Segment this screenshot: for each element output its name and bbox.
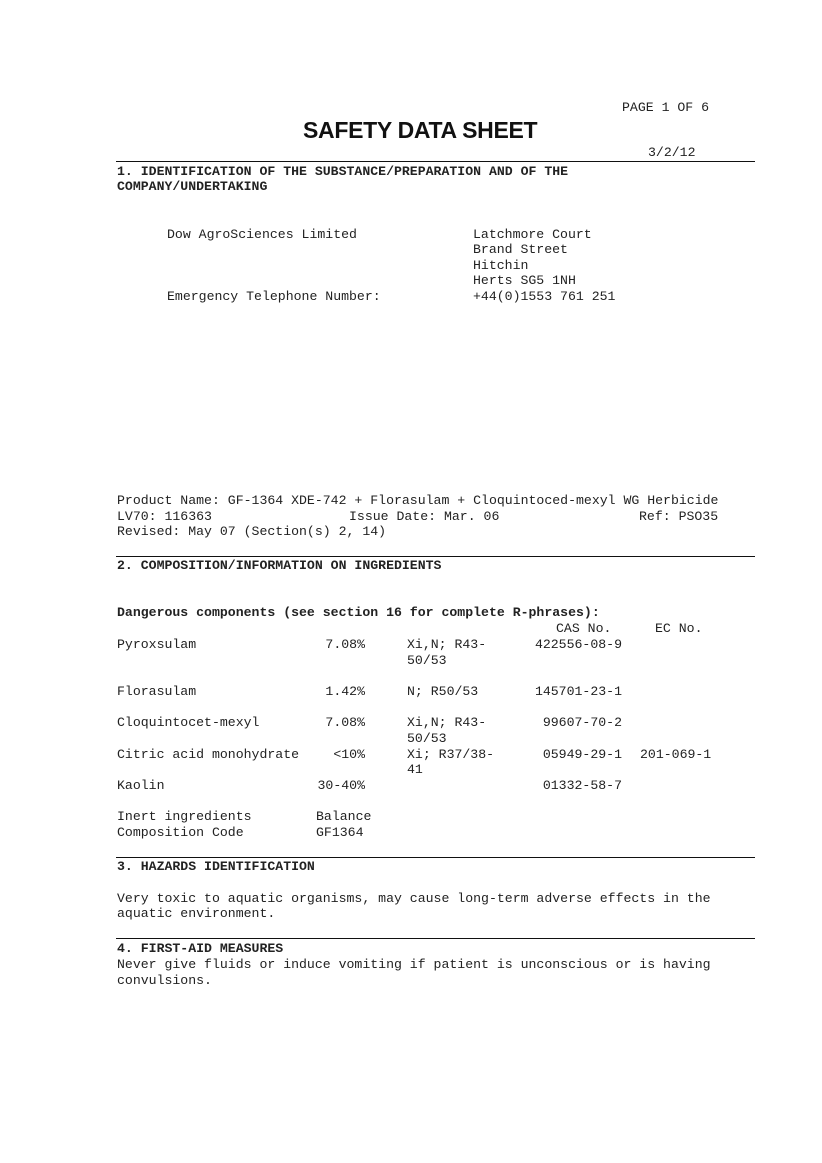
ingredient-cas: 05949-29-1: [542, 747, 622, 762]
address-line: Hitchin: [473, 258, 529, 273]
section-divider: [116, 938, 755, 939]
issue-date: Issue Date: Mar. 06: [349, 509, 500, 524]
components-subheading: Dangerous components (see section 16 for complete R-phrases):: [117, 605, 600, 620]
ingredient-percent: 30-40%: [317, 778, 365, 793]
section-divider: [116, 556, 755, 557]
ingredient-cas: 422556-08-9: [534, 637, 622, 652]
ingredient-percent: 7.08%: [325, 637, 365, 652]
address-line: Latchmore Court: [473, 227, 592, 242]
cas-column-header: CAS No.: [556, 621, 612, 636]
ingredient-percent: 1.42%: [325, 684, 365, 699]
company-name: Dow AgroSciences Limited: [167, 227, 357, 242]
revised-info: Revised: May 07 (Section(s) 2, 14): [117, 524, 387, 539]
lv70-code: LV70: 116363: [117, 509, 212, 524]
ingredient-name: Cloquintocet-mexyl: [117, 715, 260, 730]
section-divider: [116, 857, 755, 858]
ingredient-cas: 01332-58-7: [542, 778, 622, 793]
ingredient-cas: 99607-70-2: [542, 715, 622, 730]
inert-label: Inert ingredients: [117, 809, 252, 824]
ingredient-classification-cont: 50/53: [407, 653, 447, 668]
ingredient-ec: 201-069-1: [640, 747, 712, 762]
emergency-number: +44(0)1553 761 251: [473, 289, 616, 304]
product-name: Product Name: GF-1364 XDE-742 + Florasulam + Cloquintoced-mexyl WG Herbicide: [117, 493, 719, 508]
ingredient-classification: Xi,N; R43-: [407, 715, 487, 730]
composition-code-label: Composition Code: [117, 825, 244, 840]
ingredient-name: Pyroxsulam: [117, 637, 197, 652]
address-line: Herts SG5 1NH: [473, 273, 576, 288]
document-date: 3/2/12: [648, 145, 696, 160]
section1-heading-line2: COMPANY/UNDERTAKING: [117, 179, 268, 194]
section-divider: [116, 161, 755, 162]
section2-heading: 2. COMPOSITION/INFORMATION ON INGREDIENTS: [117, 558, 442, 573]
ec-column-header: EC No.: [655, 621, 703, 636]
composition-code-value: GF1364: [316, 825, 364, 840]
section4-heading: 4. FIRST-AID MEASURES: [117, 941, 284, 956]
inert-value: Balance: [316, 809, 372, 824]
ingredient-classification: Xi,N; R43-: [407, 637, 487, 652]
emergency-label: Emergency Telephone Number:: [167, 289, 381, 304]
ingredient-classification-cont: 41: [407, 762, 423, 777]
ingredient-classification: Xi; R37/38-: [407, 747, 495, 762]
ingredient-name: Kaolin: [117, 778, 165, 793]
ingredient-classification: N; R50/53: [407, 684, 479, 699]
ingredient-name: Florasulam: [117, 684, 197, 699]
first-aid-text: Never give fluids or induce vomiting if patient is unconscious or is having: [117, 957, 711, 972]
hazard-text: aquatic environment.: [117, 906, 276, 921]
section1-heading-line1: 1. IDENTIFICATION OF THE SUBSTANCE/PREPARATION AND OF THE: [117, 164, 569, 179]
first-aid-text: convulsions.: [117, 973, 212, 988]
address-line: Brand Street: [473, 242, 568, 257]
section3-heading: 3. HAZARDS IDENTIFICATION: [117, 859, 315, 874]
ingredient-name: Citric acid monohydrate: [117, 747, 300, 762]
document-title: SAFETY DATA SHEET: [303, 117, 538, 143]
ingredient-classification-cont: 50/53: [407, 731, 447, 746]
reference: Ref: PSO35: [639, 509, 719, 524]
page-number: PAGE 1 OF 6: [622, 100, 710, 115]
hazard-text: Very toxic to aquatic organisms, may cause long-term adverse effects in the: [117, 891, 711, 906]
ingredient-cas: 145701-23-1: [534, 684, 622, 699]
ingredient-percent: <10%: [333, 747, 365, 762]
ingredient-percent: 7.08%: [325, 715, 365, 730]
